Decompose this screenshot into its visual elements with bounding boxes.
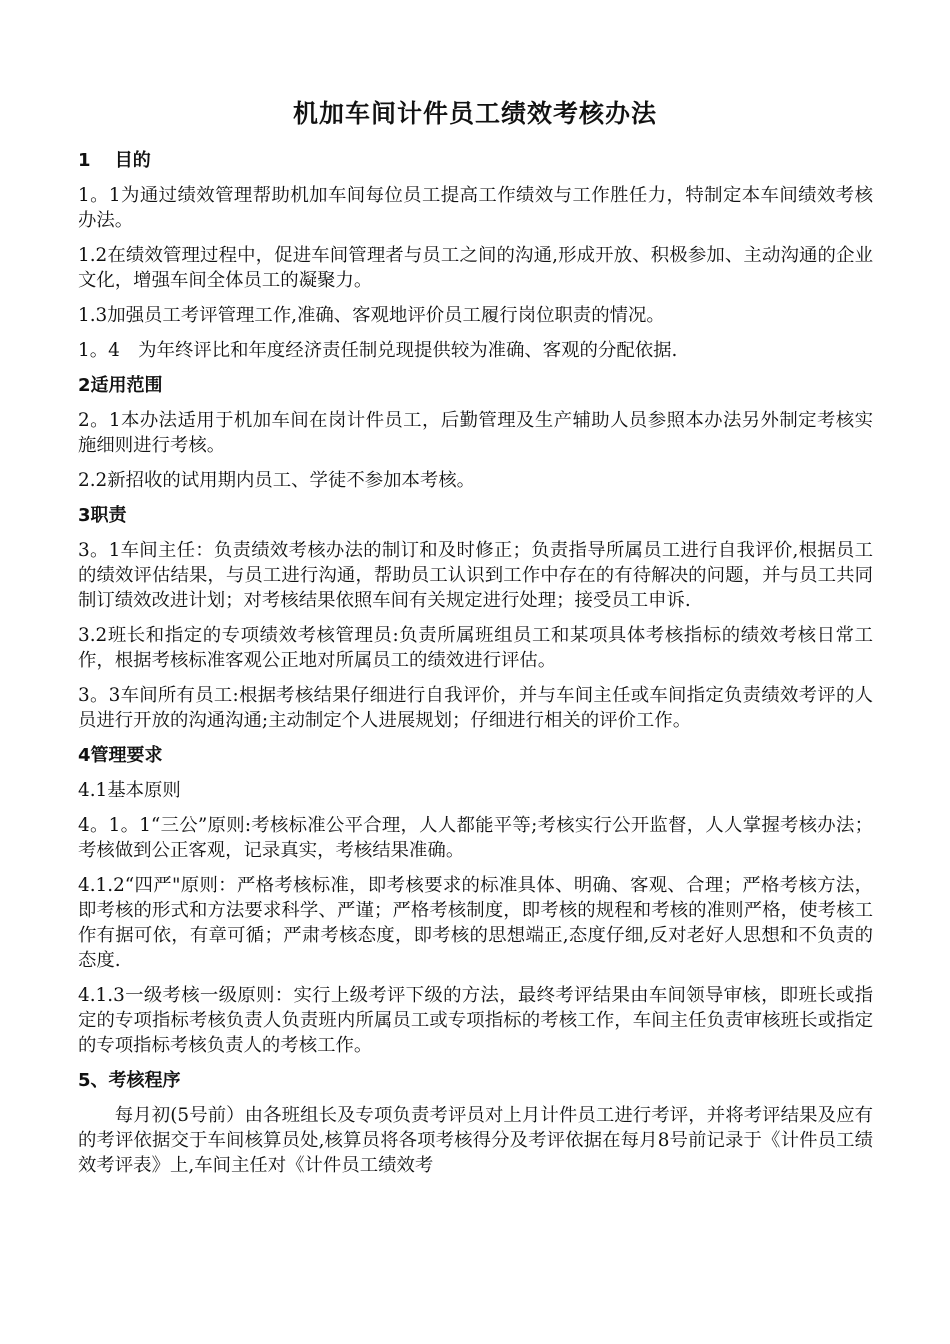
paragraph: 3.2班长和指定的专项绩效考核管理员:负责所属班组员工和某项具体考核指标的绩效考核日常工作，根据考核标准客观公正地对所属员工的绩效进行评估。 bbox=[78, 625, 873, 671]
paragraph: 每月初(5号前）由各班组长及专项负责考评员对上月计件员工进行考评，并将考评结果及应有的考评依据交于车间核算员处,核算员将各项考核得分及考评依据在每月8号前记录于《计件员工绩效考评表》上,车间主任对《计件员工绩效考 bbox=[78, 1105, 873, 1176]
section-heading: 4管理要求 bbox=[78, 745, 163, 766]
paragraph: 1。4 为年终评比和年度经济责任制兑现提供较为准确、客观的分配依据. bbox=[78, 340, 678, 361]
paragraph: 1.2在绩效管理过程中，促进车间管理者与员工之间的沟通,形成开放、积极参加、主动沟通的企业文化，增强车间全体员工的凝聚力。 bbox=[78, 245, 873, 291]
paragraph: 3。1车间主任：负责绩效考核办法的制订和及时修正；负责指导所属员工进行自我评价,根据员工的绩效评估结果，与员工进行沟通，帮助员工认识到工作中存在的有待解决的问题，并与员工共同制订绩效改进计划；对考核结果依照车间有关规定进行处理；接受员工申诉. bbox=[78, 540, 873, 611]
paragraph: 4。1。1“三公”原则:考核标准公平合理，人人都能平等;考核实行公开监督，人人掌握考核办法；考核做到公正客观，记录真实，考核结果准确。 bbox=[78, 815, 873, 861]
paragraph: 4.1基本原则 bbox=[78, 780, 181, 801]
document-title: 机加车间计件员工绩效考核办法 bbox=[292, 99, 657, 128]
section-heading: 3职责 bbox=[78, 505, 127, 526]
paragraph: 4.1.3一级考核一级原则：实行上级考评下级的方法，最终考评结果由车间领导审核，即班长或指定的专项指标考核负责人负责班内所属员工或专项指标的考核工作，车间主任负责审核班长或指定的专项指标考核负责人的考核工作。 bbox=[78, 985, 873, 1056]
paragraph: 3。3车间所有员工:根据考核结果仔细进行自我评价，并与车间主任或车间指定负责绩效考评的人员进行开放的沟通沟通;主动制定个人进展规划；仔细进行相关的评价工作。 bbox=[78, 685, 873, 731]
section-heading: 5、考核程序 bbox=[78, 1070, 181, 1091]
document-body bbox=[78, 148, 873, 1188]
section-heading: 1 目的 bbox=[78, 150, 151, 171]
paragraph: 1。1为通过绩效管理帮助机加车间每位员工提高工作绩效与工作胜任力，特制定本车间绩效考核办法。 bbox=[78, 185, 873, 231]
paragraph: 2.2新招收的试用期内员工、学徒不参加本考核。 bbox=[78, 470, 476, 491]
section-heading: 2适用范围 bbox=[78, 375, 163, 396]
paragraph: 4.1.2“四严"原则：严格考核标准，即考核要求的标准具体、明确、客观、合理；严格考核方法，即考核的形式和方法要求科学、严谨；严格考核制度，即考核的规程和考核的准则严格，使考核工作有据可依，有章可循；严肃考核态度，即考核的思想端正,态度仔细,反对老好人思想和不负责的态度. bbox=[78, 875, 873, 971]
paragraph: 1.3加强员工考评管理工作,准确、客观地评价员工履行岗位职责的情况。 bbox=[78, 305, 665, 326]
paragraph: 2。1本办法适用于机加车间在岗计件员工，后勤管理及生产辅助人员参照本办法另外制定考核实施细则进行考核。 bbox=[78, 410, 873, 456]
